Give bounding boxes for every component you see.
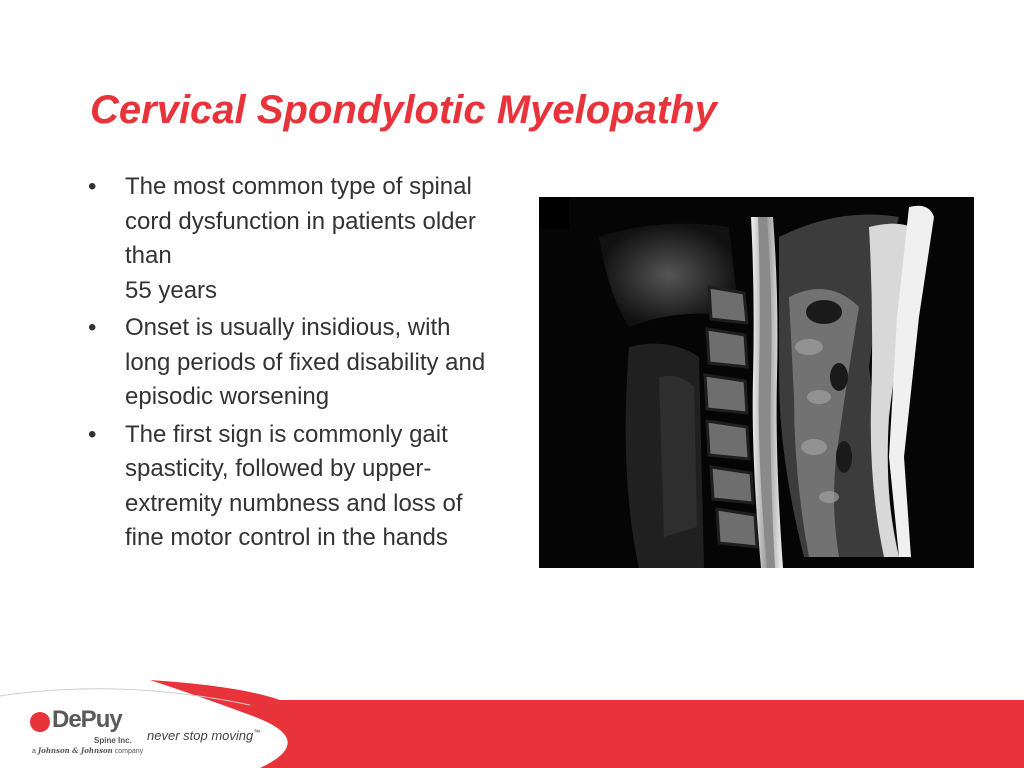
- tagline-trademark: ™: [253, 729, 261, 737]
- logo-parent-company: [32, 746, 143, 755]
- tagline: [147, 728, 260, 743]
- bullet-marker: •: [88, 420, 97, 448]
- bullet-text: The first sign is commonly gait spasticity, followed by upper-extremity numbness and loss of fine motor control in the hands: [125, 420, 463, 551]
- bullet-text-continuation: 55 years: [125, 276, 218, 304]
- bullet-marker: •: [88, 173, 97, 200]
- logo-dot-icon: [30, 712, 50, 732]
- logo-parent-suffix: company: [114, 748, 144, 755]
- logo-parent-name: Johnson & Johnson: [37, 746, 113, 755]
- bullet-text: Onset is usually insidious, with long periods of fixed disability and episodic worsening: [125, 314, 486, 410]
- logo-parent-prefix: a: [32, 748, 36, 755]
- logo-subtitle: Spine Inc.: [94, 736, 132, 745]
- tagline-text: never stop moving: [147, 728, 254, 743]
- bullet-marker: •: [88, 314, 97, 341]
- bullet-text: The most common type of spinal cord dysfunction in patients older than: [125, 173, 476, 269]
- depuy-logo: [30, 706, 144, 760]
- logo-brand: DePuy: [52, 706, 122, 733]
- slide-title: Cervical Spondylotic Myelopathy: [90, 88, 717, 132]
